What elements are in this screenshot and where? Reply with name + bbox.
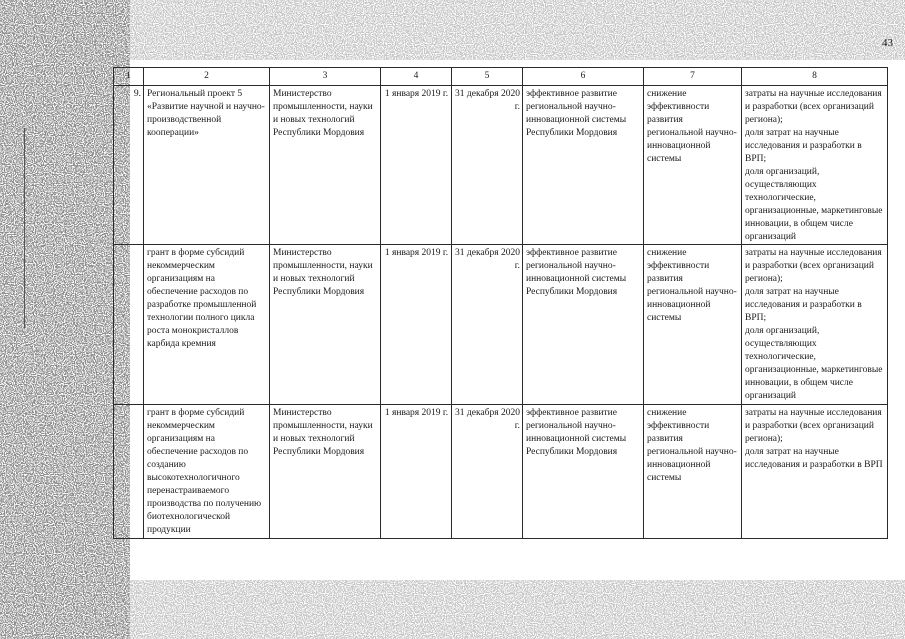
start-date: 1 января 2019 г.: [381, 245, 452, 405]
row-number: [114, 405, 144, 539]
expected-result: эффективное развитие региональной научно-инновационной системы Республики Мордовия: [523, 245, 644, 405]
end-date: 31 декабря 2020 г.: [452, 405, 523, 539]
header-row: [114, 68, 888, 86]
table-row: [114, 86, 888, 245]
indicators: затраты на научные исследования и разработки (всех организаций региона); доля затрат на научные исследования и разработки в ВРП; доля организаций, осуществляющих технологические, организационные, маркетинговые инновации, в общем числе организаций: [742, 86, 888, 245]
end-date: 31 декабря 2020 г.: [452, 245, 523, 405]
header-col-6: 6: [523, 68, 644, 86]
header-col-1: 1: [114, 68, 144, 86]
consequence: снижение эффективности развития региональной научно-инновационной системы: [644, 86, 742, 245]
executor: Министерство промышленности, науки и новых технологий Республики Мордовия: [270, 86, 381, 245]
row-number: [114, 245, 144, 405]
data-table: [113, 67, 888, 539]
header-col-4: 4: [381, 68, 452, 86]
indicators: затраты на научные исследования и разработки (всех организаций региона); доля затрат на научные исследования и разработки в ВРП: [742, 405, 888, 539]
header-col-3: 3: [270, 68, 381, 86]
consequence: снижение эффективности развития региональной научно-инновационной системы: [644, 405, 742, 539]
header-col-5: 5: [452, 68, 523, 86]
header-col-7: 7: [644, 68, 742, 86]
consequence: снижение эффективности развития региональной научно-инновационной системы: [644, 245, 742, 405]
expected-result: эффективное развитие региональной научно-инновационной системы Республики Мордовия: [523, 405, 644, 539]
row-number: 9.: [114, 86, 144, 245]
end-date: 31 декабря 2020 г.: [452, 86, 523, 245]
scan-margin-line: [24, 128, 25, 328]
project-name: Региональный проект 5 «Развитие научной и научно-производственной кооперации»: [144, 86, 270, 245]
header-col-8: 8: [742, 68, 888, 86]
header-col-2: 2: [144, 68, 270, 86]
start-date: 1 января 2019 г.: [381, 86, 452, 245]
page-number: 43: [882, 37, 893, 49]
executor: Министерство промышленности, науки и новых технологий Республики Мордовия: [270, 405, 381, 539]
expected-result: эффективное развитие региональной научно-инновационной системы Республики Мордовия: [523, 86, 644, 245]
project-name: грант в форме субсидий некоммерческим организациям на обеспечение расходов по разработке промышленной технологии полного цикла роста монокристаллов карбида кремния: [144, 245, 270, 405]
start-date: 1 января 2019 г.: [381, 405, 452, 539]
table-row: [114, 245, 888, 405]
project-name: грант в форме субсидий некоммерческим организациям на обеспечение расходов по созданию высокотехнологичного перенастраиваемого производства по получению биотехнологической продукции: [144, 405, 270, 539]
table-row: [114, 405, 888, 539]
executor: Министерство промышленности, науки и новых технологий Республики Мордовия: [270, 245, 381, 405]
indicators: затраты на научные исследования и разработки (всех организаций региона); доля затрат на научные исследования и разработки в ВРП; доля организаций, осуществляющих технологические, организационные, маркетинговые инновации, в общем числе организаций: [742, 245, 888, 405]
